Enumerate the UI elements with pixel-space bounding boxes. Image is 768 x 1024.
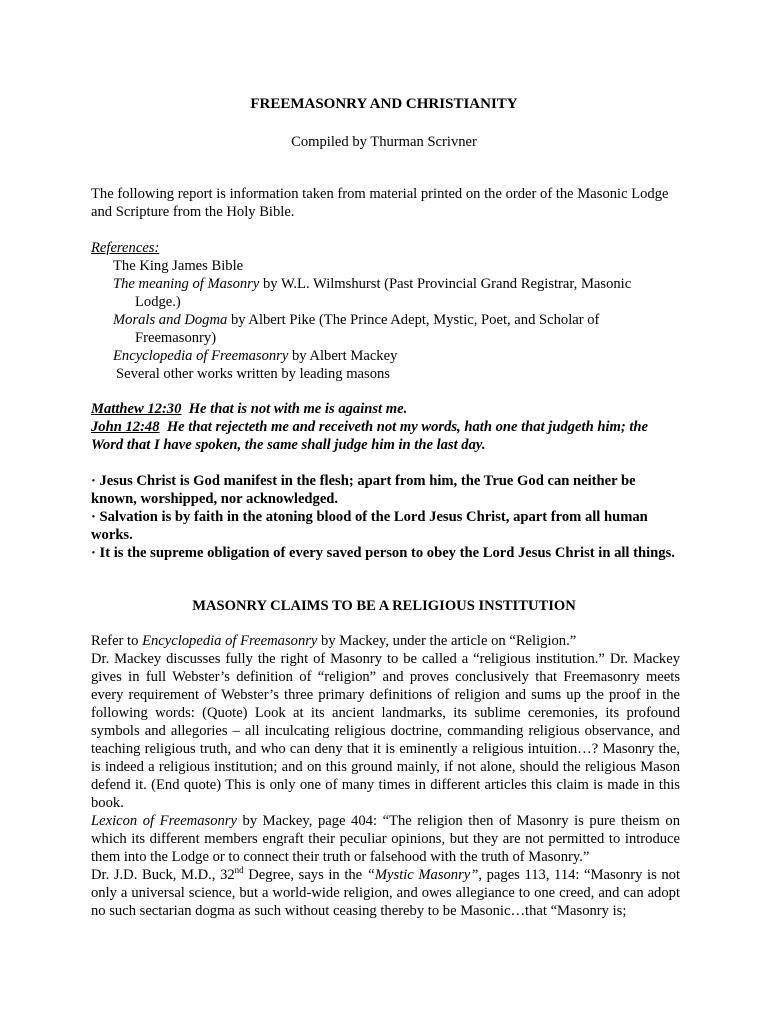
reference-item: The King James Bible [113, 258, 244, 274]
intro-paragraph: The following report is information taken from material printed on the order of the Masonic Lodge and Scripture from the Holy Bible. [91, 186, 669, 220]
section-paragraph: Lexicon of Freemasonry by Mackey, page 404: “The religion then of Masonry is pure theism on which its different members engraft their peculiar opinions, but they are not permitted to introduce them into the Lodge or to connect their truth or falsehood with the truth of Masonry.” [91, 813, 680, 865]
reference-item: Several other works written by leading masons [116, 366, 390, 382]
section-paragraph: Refer to Encyclopedia of Freemasonry by Mackey, under the article on “Religion.” [91, 633, 577, 649]
scripture-verse: John 12:48 He that rejecteth me and receiveth not my words, hath one that judgeth him; the Word that I have spoken, the same shall judge him in the last day. [91, 419, 652, 453]
section-paragraph: Dr. J.D. Buck, M.D., 32nd Degree, says in the “Mystic Masonry”, pages 113, 114: “Masonry is not only a universal science, but a world-wide religion, and owes allegiance to one creed, and can adopt no such sectarian dogma as such without ceasing thereby to be Masonic…that “Masonry is; [91, 865, 681, 919]
references-list [91, 239, 680, 383]
compiled-by: Compiled by Thurman Scrivner [291, 134, 477, 150]
belief-bullet: · Salvation is by faith in the atoning blood of the Lord Jesus Christ, apart from all human works. [91, 509, 648, 543]
reference-item: Morals and Dogma by Albert Pike (The Prince Adept, Mystic, Poet, and Scholar of Freemasonry) [113, 312, 600, 346]
scripture-block [91, 400, 680, 454]
document-title: FREEMASONRY AND CHRISTIANITY [250, 96, 518, 112]
section-paragraph: Dr. Mackey discusses fully the right of Masonry to be called a “religious institution.” Dr. Mackey gives in full Webster’s definition of “religion” and proves conclusively that Freemasonry meets every requirement of Webster’s three primary definitions of religion and sums up the proof in the following words: (Quote) Look at its ancient landmarks, its sublime ceremonies, its profound symbols and allegories – all inculcating religious doctrine, commanding religious observance, and teaching religious truth, and who can deny that it is eminently a religious intuition…? Masonry the, is indeed a religious institution; and on this ground mainly, if not alone, should the religious Mason defend it. (End quote) This is only one of many times in different articles this claim is made in this book. [91, 651, 680, 811]
scripture-verse: Matthew 12:30 He that is not with me is against me. [91, 401, 408, 417]
belief-bullet: · It is the supreme obligation of every saved person to obey the Lord Jesus Christ in all things. [91, 545, 675, 561]
reference-item: The meaning of Masonry by W.L. Wilmshurst (Past Provincial Grand Registrar, Masonic Lodge.) [113, 276, 632, 310]
reference-item: Encyclopedia of Freemasonry by Albert Mackey [113, 348, 398, 364]
references-label: References: [91, 240, 160, 256]
belief-bullet: · Jesus Christ is God manifest in the flesh; apart from him, the True God can neither be known, worshipped, nor acknowledged. [91, 473, 636, 507]
belief-bullets [91, 472, 680, 562]
section-body [91, 632, 680, 920]
section-heading: MASONRY CLAIMS TO BE A RELIGIOUS INSTITUTION [192, 598, 576, 614]
